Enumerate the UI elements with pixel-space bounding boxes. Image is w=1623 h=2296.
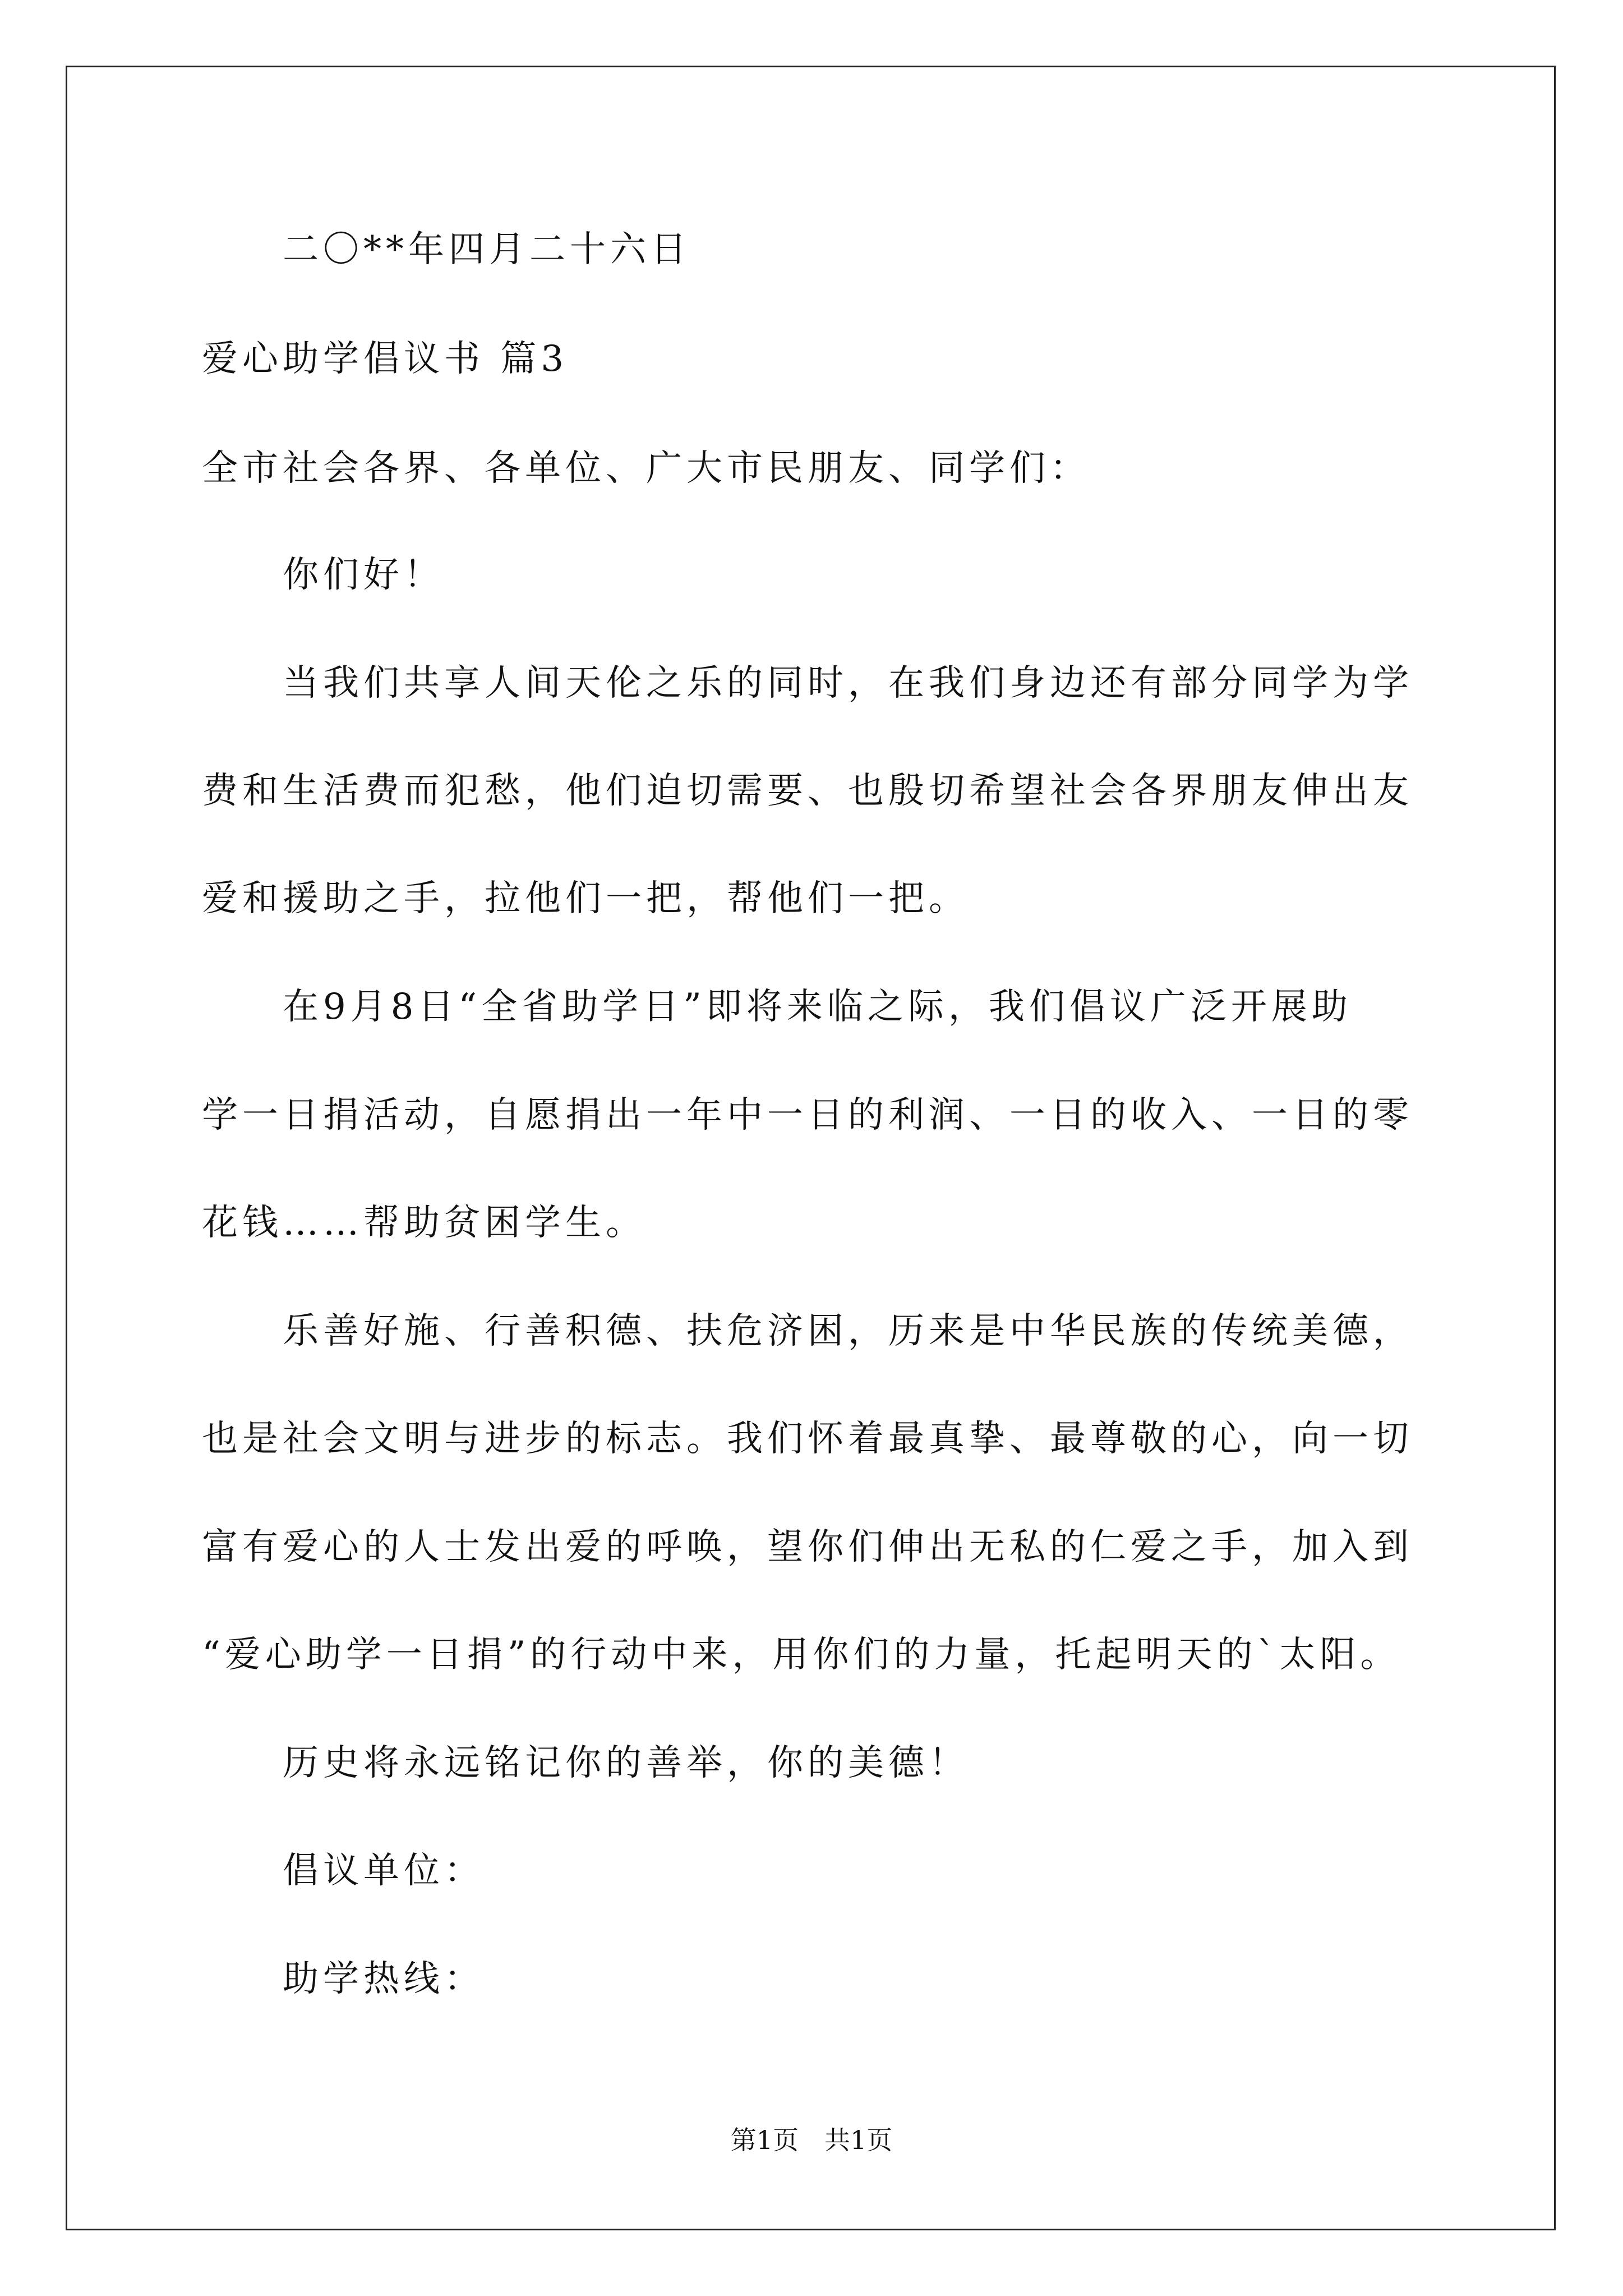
paragraph-2-line-2: 学一日捐活动，自愿捐出一年中一日的利润、一日的收入、一日的零	[202, 1094, 1413, 1136]
closing-line: 历史将永远铭记你的善举，你的美德！	[283, 1742, 969, 1784]
greeting: 你们好！	[283, 554, 444, 596]
paragraph-2-line-1: 在9月8日“全省助学日”即将来临之际，我们倡议广泛开展助	[283, 986, 1352, 1028]
page-footer: 第1页 共1页	[730, 2125, 893, 2155]
paragraph-3-line-3: 富有爱心的人士发出爱的呼唤，望你们伸出无私的仁爱之手，加入到	[202, 1526, 1413, 1568]
paragraph-1-line-2: 费和生活费而犯愁，他们迫切需要、也殷切希望社会各界朋友伸出友	[202, 770, 1413, 812]
hotline-label: 助学热线：	[283, 1958, 485, 2000]
page-border	[66, 66, 1556, 2230]
section-title: 爱心助学倡议书 篇3	[202, 338, 569, 380]
paragraph-2-line-3: 花钱……帮助贫困学生。	[202, 1202, 646, 1244]
paragraph-3-line-1: 乐善好施、行善积德、扶危济困，历来是中华民族的传统美德，	[283, 1310, 1413, 1352]
paragraph-3-line-4: “爱心助学一日捐”的行动中来，用你们的力量，托起明天的`太阳。	[202, 1634, 1401, 1676]
date-line: 二〇**年四月二十六日	[283, 229, 691, 270]
paragraph-1-line-3: 爱和援助之手，拉他们一把，帮他们一把。	[202, 878, 969, 919]
salutation: 全市社会各界、各单位、广大市民朋友、同学们：	[202, 448, 1090, 489]
paragraph-3-line-2: 也是社会文明与进步的标志。我们怀着最真挚、最尊敬的心，向一切	[202, 1418, 1413, 1460]
initiator-label: 倡议单位：	[283, 1850, 485, 1892]
paragraph-1-line-1: 当我们共享人间天伦之乐的同时，在我们身边还有部分同学为学	[283, 662, 1413, 704]
